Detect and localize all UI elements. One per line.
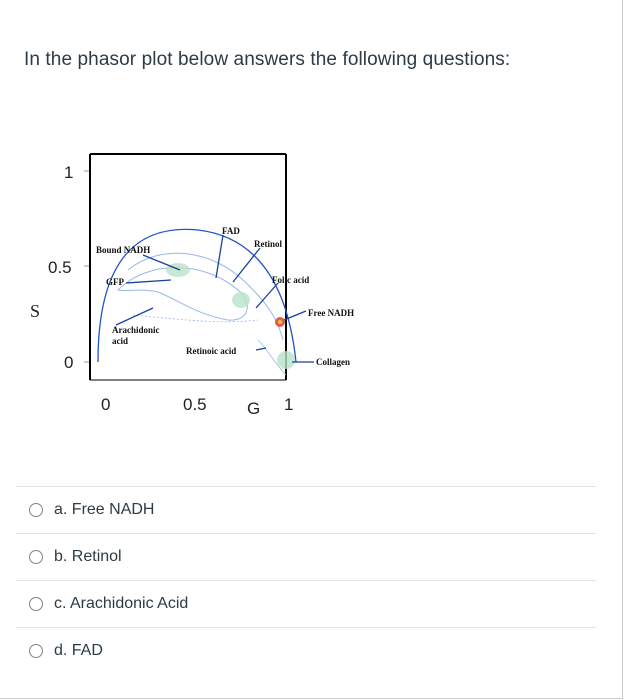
retinol-arrow xyxy=(233,248,260,282)
free-nadh-marker-center xyxy=(278,320,282,324)
x-axis-label: G xyxy=(247,399,261,418)
label-fad: FAD xyxy=(222,226,240,236)
answer-option-c[interactable] xyxy=(16,580,596,627)
y-tick-0: 0 xyxy=(64,353,74,372)
radio-button-b[interactable] xyxy=(29,550,43,564)
answer-option-b[interactable] xyxy=(16,533,596,580)
retinoic-acid-arrow xyxy=(256,348,266,350)
radio-button-d[interactable] xyxy=(29,644,43,658)
answer-label-c: c. Arachidonic Acid xyxy=(54,595,189,612)
fad-arrow xyxy=(216,235,223,278)
gfp-arrow xyxy=(126,280,171,283)
folic-acid-arrow xyxy=(256,283,278,308)
answer-list xyxy=(16,486,596,674)
radio-button-c[interactable] xyxy=(29,597,43,611)
label-bound-nadh: Bound NADH xyxy=(96,245,151,255)
label-retinoic-acid: Retinoic acid xyxy=(186,346,237,356)
bound-nadh-arrow xyxy=(143,255,180,270)
label-gfp: GFP xyxy=(106,277,124,287)
answer-option-a[interactable] xyxy=(16,486,596,533)
arachidonic-arrow xyxy=(116,308,153,325)
answer-label-b: b. Retinol xyxy=(54,548,122,565)
y-tick-0-5: 0.5 xyxy=(48,258,72,277)
answer-label-d: d. FAD xyxy=(54,642,103,659)
x-tick-0: 0 xyxy=(101,395,111,414)
label-folic-acid: Folic acid xyxy=(272,275,310,285)
x-tick-0-5: 0.5 xyxy=(183,395,207,414)
label-arachidonic-1: Arachidonic xyxy=(112,325,160,335)
folic-acid-blob xyxy=(232,292,250,308)
phasor-plot xyxy=(28,150,388,420)
answer-option-d[interactable] xyxy=(16,627,596,674)
collagen-blob xyxy=(277,351,295,369)
y-tick-1: 1 xyxy=(64,163,74,182)
radio-button-a[interactable] xyxy=(29,503,43,517)
question-text: In the phasor plot below answers the following questions: xyxy=(24,49,511,70)
y-axis-label: S xyxy=(30,301,41,321)
label-free-nadh: Free NADH xyxy=(308,308,355,318)
label-retinol: Retinol xyxy=(254,239,282,249)
x-tick-1: 1 xyxy=(284,395,294,414)
answer-label-a: a. Free NADH xyxy=(54,501,155,518)
label-arachidonic-2: acid xyxy=(112,336,129,346)
label-collagen: Collagen xyxy=(316,357,351,367)
